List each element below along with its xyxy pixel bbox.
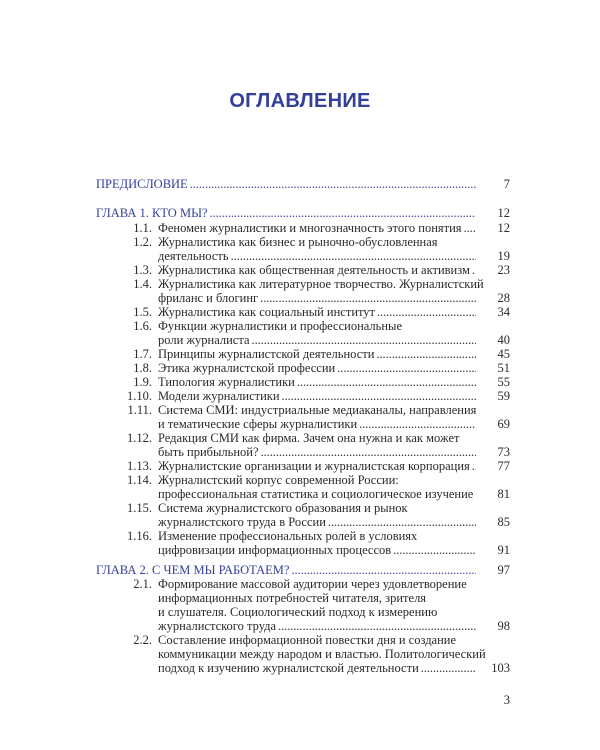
toc-item (158, 305, 478, 319)
toc-item (158, 661, 478, 675)
page-number: 3 (503, 693, 510, 707)
dot-leader (252, 333, 476, 347)
toc-item (158, 361, 478, 375)
dot-leader (472, 263, 476, 277)
toc-item-text: Журналистские организации и журналистская корпорация (158, 459, 470, 473)
toc-item-text: подход к изучению журналистской деятельности (158, 661, 419, 675)
toc-item-number: 1.7. (133, 347, 152, 361)
toc-page-number: 19 (497, 249, 510, 263)
dot-leader (261, 445, 476, 459)
toc-item-number: 2.1. (133, 577, 152, 591)
toc-item-text: профессиональная статистика и социологическое изучение (158, 487, 474, 501)
dot-leader (231, 249, 476, 263)
toc-page-number: 98 (497, 619, 510, 633)
page-title: ОГЛАВЛЕНИЕ (229, 90, 371, 112)
toc-item (158, 619, 478, 633)
toc-item (158, 263, 478, 277)
toc-chapter-heading-text: ГЛАВА 1. КТО МЫ? (96, 206, 208, 220)
toc-preface (96, 177, 478, 191)
dot-leader (297, 375, 476, 389)
toc-item-text: Феномен журналистики и многозначность этого понятия (158, 221, 462, 235)
toc-chapter-heading-text: ГЛАВА 2. С ЧЕМ МЫ РАБОТАЕМ? (96, 563, 290, 577)
toc-item-number: 1.8. (133, 361, 152, 375)
toc-page-number: 12 (497, 206, 510, 220)
toc-item-number: 1.4. (133, 277, 152, 291)
toc-page-number: 73 (497, 445, 510, 459)
toc-item-text: Принципы журналистской деятельности (158, 347, 375, 361)
toc-item (158, 221, 478, 235)
dot-leader (282, 389, 476, 403)
toc-item-number: 1.15. (127, 501, 152, 515)
toc-item-number: 1.12. (127, 431, 152, 445)
toc-page-number: 81 (497, 487, 510, 501)
dot-leader (210, 206, 476, 220)
dot-leader (464, 221, 476, 235)
toc-chapter-heading (96, 563, 478, 577)
dot-leader (475, 487, 476, 501)
toc-item (158, 333, 478, 347)
toc-item-text: Типология журналистики (158, 375, 295, 389)
toc-page-number: 59 (497, 389, 510, 403)
dot-leader (393, 543, 476, 557)
toc-item (158, 487, 478, 501)
toc-page-number: 77 (497, 459, 510, 473)
toc-item-text: Журналистика как общественная деятельность и активизм (158, 263, 470, 277)
toc-item-number: 1.14. (127, 473, 152, 487)
toc-item-text: деятельность (158, 249, 229, 263)
toc-item (158, 389, 478, 403)
dot-leader (337, 361, 476, 375)
toc-item-number: 1.16. (127, 529, 152, 543)
toc-item (158, 291, 478, 305)
dot-leader (376, 347, 476, 361)
toc-preface-text: ПРЕДИСЛОВИЕ (96, 177, 188, 191)
toc-item-text: быть прибыльной? (158, 445, 259, 459)
toc-item-number: 1.10. (127, 389, 152, 403)
toc-item-line: коммуникации между народом и властью. Политологический (158, 647, 486, 661)
toc-page-number: 69 (497, 417, 510, 431)
toc-page-number: 40 (497, 333, 510, 347)
toc-item-number: 1.6. (133, 319, 152, 333)
toc-item-number: 1.11. (127, 403, 152, 417)
toc-chapter-heading (96, 206, 478, 220)
toc-page-number: 103 (491, 661, 510, 675)
toc-item (158, 417, 478, 431)
toc-item-number: 1.9. (133, 375, 152, 389)
toc-item-number: 1.1. (133, 221, 152, 235)
toc-item-line: Система СМИ: индустриальные медиаканалы, направления (158, 403, 477, 417)
toc-item-text: и тематические сферы журналистики (158, 417, 358, 431)
toc-item (158, 249, 478, 263)
toc-item-line: Редакция СМИ как фирма. Зачем она нужна и как может (158, 431, 460, 445)
toc-item-line: информационных потребностей читателя, зрителя (158, 591, 427, 605)
toc-item-line: Журналистика как литературное творчество. Журналистский (158, 277, 484, 291)
dot-leader (278, 619, 476, 633)
toc-page-number: 34 (497, 305, 510, 319)
dot-leader (260, 291, 476, 305)
toc-item-line: Журналистика как бизнес и рыночно-обусловленная (158, 235, 438, 249)
toc-page-number: 28 (497, 291, 510, 305)
toc-item-number: 1.2. (133, 235, 152, 249)
dot-leader (359, 417, 476, 431)
toc-item (158, 515, 478, 529)
toc-page-number: 12 (497, 221, 510, 235)
toc-item-number: 1.5. (133, 305, 152, 319)
dot-leader (190, 177, 476, 191)
toc-item-line: и слушателя. Социологический подход к измерению (158, 605, 438, 619)
toc-item (158, 375, 478, 389)
toc-item-line: Составление информационной повестки дня и создание (158, 633, 457, 647)
toc-item-line: Формирование массовой аудитории через удовлетворение (158, 577, 467, 591)
toc-item-text: журналистского труда в России (158, 515, 326, 529)
toc-page-number: 55 (497, 375, 510, 389)
toc-item-line: Функции журналистики и профессиональные (158, 319, 403, 333)
dot-leader (472, 459, 476, 473)
toc-item-number: 1.3. (133, 263, 152, 277)
toc-page-number: 97 (497, 563, 510, 577)
toc-item-text: цифровизации информационных процессов (158, 543, 392, 557)
toc-item-number: 1.13. (127, 459, 152, 473)
toc-item (158, 543, 478, 557)
toc-item-text: Журналистика как социальный институт (158, 305, 376, 319)
toc-item-line: Система журналистского образования и рынок (158, 501, 408, 515)
toc-item (158, 459, 478, 473)
toc-item-line: Журналистский корпус современной России: (158, 473, 399, 487)
toc-page-number: 7 (503, 177, 510, 191)
toc-item-text: фриланс и блогинг (158, 291, 259, 305)
toc-item (158, 445, 478, 459)
toc-item-number: 2.2. (133, 633, 152, 647)
dot-leader (291, 563, 476, 577)
toc-page-number: 91 (497, 543, 510, 557)
toc-page-number: 23 (497, 263, 510, 277)
toc-page-number: 85 (497, 515, 510, 529)
toc-item-text: Этика журналистской профессии (158, 361, 336, 375)
toc-page-number: 51 (497, 361, 510, 375)
toc-item (158, 347, 478, 361)
toc-item-text: журналистского труда (158, 619, 277, 633)
toc-page-number: 45 (497, 347, 510, 361)
dot-leader (421, 661, 476, 675)
toc-item-line: Изменение профессиональных ролей в условиях (158, 529, 418, 543)
toc-item-text: Модели журналистики (158, 389, 280, 403)
dot-leader (328, 515, 476, 529)
dot-leader (377, 305, 476, 319)
toc-item-text: роли журналиста (158, 333, 250, 347)
